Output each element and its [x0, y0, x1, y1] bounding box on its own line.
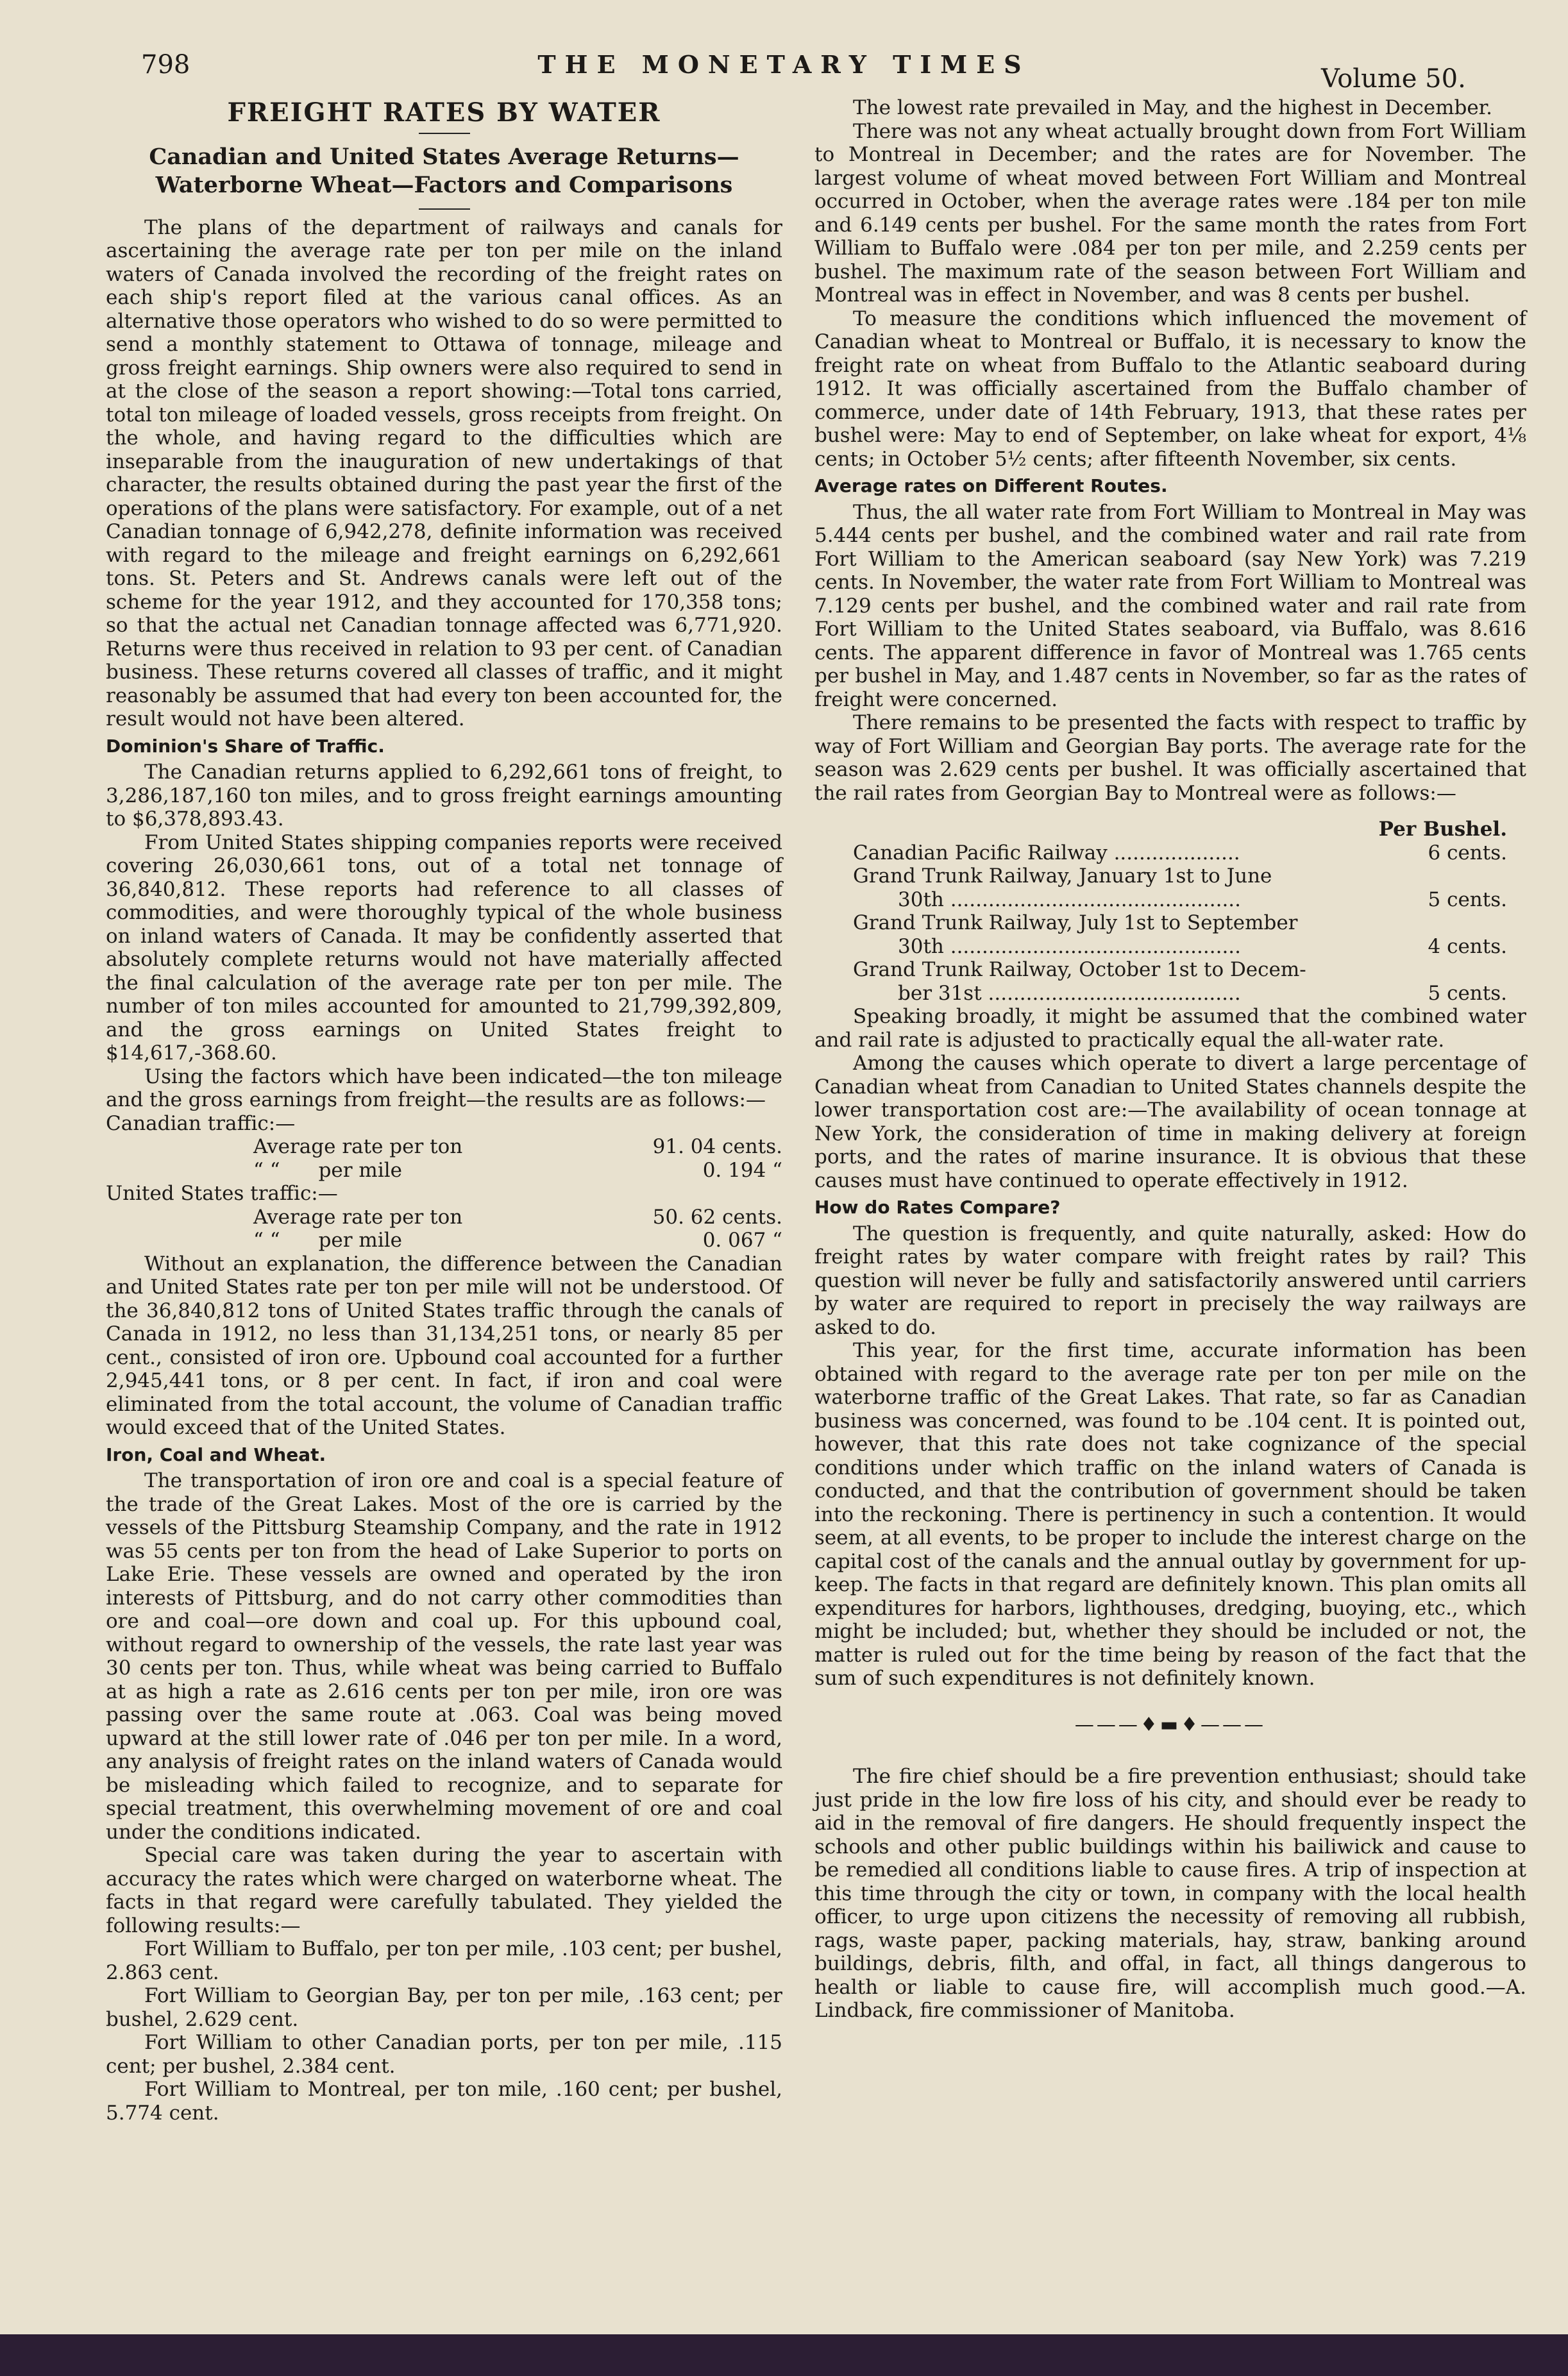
paragraph: Without an explanation, the difference between the Canadian and United States rate per ton per mile will not be understood. Of the 36,840,812 tons of United States traffic through the canals of Canada in 1912, no less than 31,134,251 tons, or nearly 85 per cent., consisted of iron ore. Upbound coal accounted for a further 2,945,441 tons, or 8 per cent. In fact, if iron and coal were eliminated from the total account, the volume of Canadian traffic would exceed that of the United States.	[106, 1252, 782, 1439]
table-row-label: Grand Trunk Railway, July 1st to September	[853, 911, 1298, 934]
rate-label: per mile	[318, 1229, 402, 1252]
table-row-continuation: 30th ..............................................	[898, 934, 1242, 958]
rate-label: Average rate per ton	[253, 1205, 463, 1229]
section-heading-average-rates: Average rates on Different Routes.	[814, 475, 1168, 496]
section-heading-iron: Iron, Coal and Wheat.	[106, 1444, 326, 1465]
rate-result: Fort William to Buffalo, per ton per mile, .103 cent; per bushel, 2.863 cent.	[106, 1937, 782, 1984]
table-row-value: 4 cents.	[1428, 934, 1507, 958]
paragraph: The lowest rate prevailed in May, and the highest in December.	[853, 96, 1492, 119]
ornament-divider: ———♦▬♦———	[1074, 1713, 1267, 1736]
table-row-value: 6 cents.	[1428, 841, 1507, 864]
canadian-traffic-label: Canadian traffic:—	[106, 1111, 296, 1135]
table-row-label: Grand Trunk Railway, January 1st to June	[853, 864, 1272, 888]
table-row	[853, 935, 1507, 959]
ditto-marks: “ “	[253, 1229, 280, 1252]
rate-value: 0. 067 “	[702, 1229, 782, 1252]
rate-line	[106, 1206, 782, 1229]
table-row	[853, 888, 1507, 912]
table-row	[853, 841, 1507, 865]
rate-result: Fort William to other Canadian ports, per ton per mile, .115 cent; per bushel, 2.384 cent.	[106, 2031, 782, 2078]
table-row-continuation: 30th ..............................................	[898, 888, 1242, 911]
paragraph: There remains to be presented the facts with respect to traffic by way of Fort William and Georgian Bay ports. The average rate for the season was 2.629 cents per bushel. It was officially ascertained that the rail rates from Georgian Bay to Montreal were as follows:—	[814, 711, 1526, 805]
scan-background	[0, 2334, 1568, 2376]
paragraph: There was not any wheat actually brought down from Fort William to Montreal in December; and the rates are for November. The largest volume of wheat moved between Fort William and Montreal occurred in October, when the average rates were .184 per ton mile and 6.149 cents per bushel. For the same month the rates from Fort William to Buffalo were .084 per ton per mile, and 2.259 cents per bushel. The maximum rate of the season between Fort William and Montreal was in effect in November, and was 8 cents per bushel.	[814, 119, 1526, 307]
rate-value: 0. 194 “	[702, 1158, 782, 1182]
paragraph: Among the causes which operate to divert a large percentage of Canadian wheat from Canadian to United States channels despite the lower transportation cost are:—The availability of ocean tonnage at New York, the consideration of time in making delivery at foreign ports, and the rates of marine insurance. It is obvious that these causes must have continued to operate effectively in 1912.	[814, 1052, 1526, 1192]
table-row-continuation: ber 31st ........................................	[898, 981, 1241, 1005]
rate-line	[106, 1229, 782, 1252]
paragraph: The question is frequently, and quite naturally, asked: How do freight rates by water compare with freight rates by rail? This question will never be fully and satisfactorily answered until carriers by water are required to report in precisely the way railways are asked to do.	[814, 1222, 1526, 1339]
us-traffic-label: United States traffic:—	[106, 1182, 338, 1205]
rate-summary	[106, 1112, 782, 1252]
section-heading-compare: How do Rates Compare?	[814, 1197, 1061, 1218]
paragraph: From United States shipping companies reports were received covering 26,030,661 tons, out of a total net tonnage of 36,840,812. These reports had reference to all classes of commodities, and were thoroughly typical of the whole business on inland waters of Canada. It may be confidently asserted that absolutely complete returns would not have materially affected the final calculation of the average rate per ton per mile. The number of ton miles accounted for amounted to 21,799,392,809, and the gross earnings on United States freight to $14,617,-368.60.	[106, 830, 782, 1065]
table-row-value: 5 cents.	[1428, 888, 1507, 911]
rate-label: per mile	[318, 1158, 402, 1182]
intro-paragraph: The plans of the department of railways and canals for ascertaining the average rate per ton per mile on the inland waters of Canada involved the recording of the freight rates on each ship's report filed at the various canal offices. As an alternative those operators who wished to do so were permitted to send a monthly statement to Ottawa of tonnage, mileage and gross freight earnings. Ship owners were also required to send in at the close of the season a report showing:—Total tons carried, total ton mileage of loaded vessels, gross receipts from freight. On the whole, and having regard to the difficulties which are inseparable from the inauguration of new undertakings of that character, the results obtained during the past year the first of the operations of the plans were satisfactory. For example, out of a net Canadian tonnage of 6,942,278, definite information was received with regard to the mileage and freight earnings on 6,292,661 tons. St. Peters and St. Andrews canals were left out of the scheme for the year 1912, and they accounted for 170,358 tons; so that the actual net Canadian tonnage affected was 6,771,920. Returns were thus received in relation to 93 per cent. of Canadian business. These returns covered all classes of traffic, and it might reasonably be assumed that had every ton been accounted for, the result would not have been altered.	[106, 215, 782, 730]
article-title: FREIGHT RATES BY WATER	[227, 97, 661, 128]
title-rule	[419, 133, 470, 134]
rate-result: Fort William to Georgian Bay, per ton per mile, .163 cent; per bushel, 2.629 cent.	[106, 1984, 782, 2031]
ditto-marks: “ “	[253, 1158, 280, 1182]
running-head	[0, 45, 1568, 94]
paragraph: Special care was taken during the year to ascertain with accuracy the rates which were charged on waterborne wheat. The facts in that regard were carefully tabulated. They yielded the following results:—	[106, 1844, 782, 1937]
table-row-label: Grand Trunk Railway, October 1st to Decem-	[853, 958, 1306, 981]
paragraph: This year, for the first time, accurate information has been obtained with regard to the average rate per ton per mile on the waterborne traffic of the Great Lakes. That rate, so far as Canadian business was concerned, was found to be .104 cent. It is pointed out, however, that this rate does not take cognizance of the special conditions under which traffic on the inland waters of Canada is conducted, and that the contribution of government should be taken into the reckoning. There is pertinency in such a contention. It would seem, at all events, to be proper to include the interest charge on the capital cost of the canals and the annual outlay by government for up-keep. The facts in that regard are definitely known. This plan omits all expenditures for harbors, lighthouses, dredging, buoying, etc., which might be included; but, whether they should be included or not, the matter is ruled out for the time being by reason of the fact that the sum of such expenditures is not definitely known.	[814, 1339, 1526, 1690]
table-row-value: 5 cents.	[1428, 981, 1507, 1005]
left-column	[106, 96, 782, 2125]
paragraph: Thus, the all water rate from Fort William to Montreal in May was 5.444 cents per bushel, and the combined water and rail rate from Fort William to the American seaboard (say New York) was 7.219 cents. In November, the water rate from Fort William to Montreal was 7.129 cents per bushel, and the combined water and rail rate from Fort William to the United States seaboard, via Buffalo, was 8.616 cents. The apparent difference in favor of Montreal was 1.765 cents per bushel in May, and 1.487 cents in November, so far as the rates of freight were concerned.	[814, 500, 1526, 711]
paragraph: To measure the conditions which influenced the movement of Canadian wheat to Montreal or Buffalo, it is necessary to know the freight rate on wheat from Buffalo to the Atlantic seaboard during 1912. It was officially ascertained from the Buffalo chamber of commerce, under date of 14th February, 1913, that these rates per bushel were: May to end of September, on lake wheat for export, 4⅛ cents; in October 5½ cents; after fifteenth November, six cents.	[814, 307, 1526, 471]
paragraph: Speaking broadly, it might be assumed that the combined water and rail rate is adjusted to practically equal the all-water rate.	[814, 1005, 1526, 1052]
paragraph: The transportation of iron ore and coal is a special feature of the trade of the Great Lakes. Most of the ore is carried by the vessels of the Pittsburg Steamship Company, and the rate in 1912 was 55 cents per ton from the head of Lake Superior to ports on Lake Erie. These vessels are owned and operated by the iron interests of Pittsburg, and do not carry other commodities than ore and coal—ore down and coal up. For this upbound coal, without regard to ownership of the vessels, the rate last year was 30 cents per ton. Thus, while wheat was being carried to Buffalo at as high a rate as 2.616 cents per ton per mile, iron ore was passing over the same route at .063. Coal was being moved upward at the still lower rate of .046 per ton per mile. In a word, any analysis of freight rates on the inland waters of Canada would be misleading which failed to recognize, and to separate for special treatment, this overwhelming movement of ore and coal under the conditions indicated.	[106, 1469, 782, 1844]
rail-rates-table	[853, 841, 1507, 1006]
article-subtitle: Canadian and United States Average Returns—Waterborne Wheat—Factors and Comparisons	[149, 143, 739, 198]
paragraph: The Canadian returns applied to 6,292,661 tons of freight, to 3,286,187,160 ton miles, and to gross freight earnings amounting to $6,378,893.43.	[106, 761, 782, 830]
table-row	[853, 982, 1507, 1006]
rate-result: Fort William to Montreal, per ton mile, .160 cent; per bushel, 5.774 cent.	[106, 2078, 782, 2125]
rate-label: Average rate per ton	[253, 1135, 463, 1158]
volume-label: Volume 50.	[1321, 64, 1466, 94]
right-column	[814, 96, 1526, 2023]
rate-line	[106, 1159, 782, 1183]
paragraph: Using the factors which have been indicated—the ton mileage and the gross earnings from freight—the results are as follows:—	[106, 1065, 782, 1111]
rail-rates-table-header: Per Bushel.	[1378, 818, 1507, 841]
rate-value: 91. 04 cents.	[652, 1135, 782, 1158]
fire-chief-note: The fire chief should be a fire prevention enthusiast; should take just pride in the low fire loss of his city, and should ever be ready to aid in the removal of fire dangers. He should frequently inspect the schools and other public buildings within his bailiwick and cause to be remedied all conditions liable to cause fires. A trip of inspection at this time through the city or town, in company with the local health officer, to urge upon citizens the necessity of removing all rubbish, rags, waste paper, packing materials, hay, straw, banking around buildings, debris, filth, and offal, in fact, all things dangerous to health or liable to cause fire, will accomplish much good.—A. Lindback, fire commissioner of Manitoba.	[814, 1765, 1526, 2022]
rate-line	[106, 1135, 782, 1159]
rate-value: 50. 62 cents.	[652, 1205, 782, 1229]
subtitle-rule	[419, 208, 470, 210]
section-heading-dominion: Dominion's Share of Traffic.	[106, 735, 385, 757]
journal-title: THE MONETARY TIMES	[537, 50, 1031, 79]
table-row-label: Canadian Pacific Railway ....................	[853, 841, 1240, 864]
page-number: 798	[141, 50, 190, 80]
